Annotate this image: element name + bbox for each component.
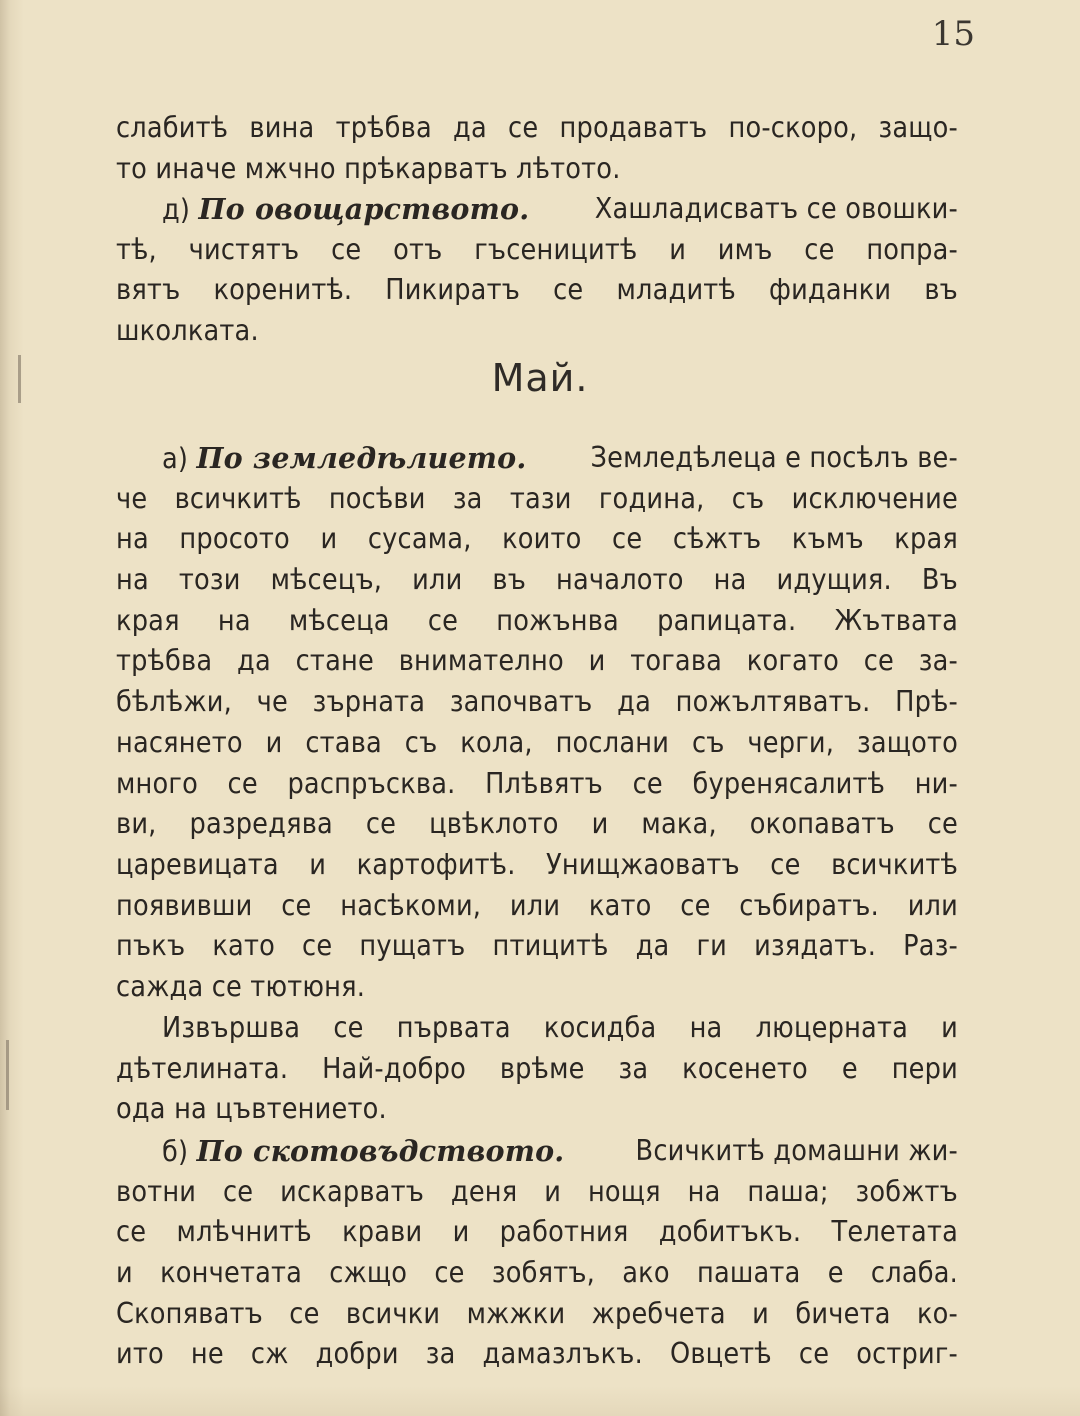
- text-line: вятъ коренитѣ. Пикиратъ се младитѣ фиданки въ: [116, 273, 958, 307]
- section-heading: По овощарството.: [198, 192, 530, 226]
- text-line: б) По скотовъдството. Всичкитѣ домашни жи-: [162, 1134, 958, 1168]
- section-title: Май.: [491, 356, 589, 400]
- text-line: бѣлѣжи, че зърната започватъ да пожълтяватъ. Прѣ-: [116, 685, 958, 719]
- text-line: на просото и сусама, които се сѣжтъ къмъ края: [116, 522, 958, 556]
- text-line: насянето и става съ кола, послани съ черги, защото: [116, 725, 958, 759]
- section-heading: По скотовъдството.: [196, 1134, 565, 1168]
- section-marker: а): [162, 442, 189, 475]
- text-line: ода на цъвтението.: [116, 1092, 387, 1126]
- text-line: трѣбва да стане внимателно и тогава когато се за-: [116, 644, 958, 678]
- paragraph-mowing: [116, 1008, 958, 1130]
- page-edge-mark: [6, 1040, 9, 1110]
- section-marker: д): [162, 193, 191, 226]
- page-number: 15: [931, 14, 975, 54]
- section-marker: б): [162, 1135, 189, 1168]
- text-line: на този мѣсецъ, или въ началото на идущия. Въ: [116, 563, 958, 597]
- text-line: тѣ, чистятъ се отъ гъсеницитѣ и имъ се попра-: [116, 232, 958, 266]
- text-line: ито не сж добри за дамазлъкъ. Овцетѣ се остриг-: [116, 1337, 958, 1371]
- text-line: царевицата и картофитѣ. Унищжаоватъ се всичкитѣ: [116, 847, 958, 881]
- text-line: края на мѣсеца се пожънва рапицата. Жътвата: [116, 603, 958, 637]
- text-line: а) По земледѣлието. Земледѣлеца е посѣлъ ве-: [162, 441, 958, 475]
- paragraph-livestock: [116, 1131, 958, 1375]
- text-line: то иначе мжчно прѣкарватъ лѣтото.: [116, 151, 621, 185]
- text-line: и кончетата сжщо се зобятъ, ако пашата е слаба.: [116, 1256, 958, 1290]
- paragraph-agriculture: [116, 438, 958, 1008]
- paragraph-orchards: [116, 189, 958, 352]
- text-line: много се распръсква. Плѣвятъ се буренясалитѣ ни-: [116, 766, 958, 800]
- text-line: че всичкитѣ посѣви за тази година, съ исключение: [116, 481, 958, 515]
- text-line: д) По овощарството. Хашладисватъ се овошки-: [162, 192, 958, 226]
- text-line: слабитѣ вина трѣбва да се продаватъ по-скоро, защо-: [116, 111, 958, 144]
- text-line: появивши се насѣкоми, или като се събиратъ. или: [116, 888, 958, 922]
- text-line: школката.: [116, 314, 259, 348]
- section-heading: По земледѣлието.: [196, 441, 527, 475]
- text-line: ви, разредява се цвѣклото и мака, окопаватъ се: [116, 807, 958, 841]
- text-line: се млѣчнитѣ крави и работния добитъкъ. Телетата: [116, 1215, 958, 1249]
- text-line: пъкъ като се пущатъ птицитѣ да ги изядатъ. Раз-: [116, 929, 958, 963]
- text-line: Извършва се първата косидба на люцерната и: [162, 1011, 958, 1044]
- text-line: сажда се тютюня.: [116, 969, 366, 1003]
- paragraph-continuation: [116, 108, 958, 189]
- text-line: дѣтелината. Най-добро врѣме за косенето е пери: [116, 1051, 958, 1085]
- text-line: Скопяватъ се всички мжжки жребчета и бичета ко-: [116, 1296, 958, 1330]
- text-line: вотни се искарватъ деня и нощя на паша; зобжтъ: [116, 1174, 958, 1208]
